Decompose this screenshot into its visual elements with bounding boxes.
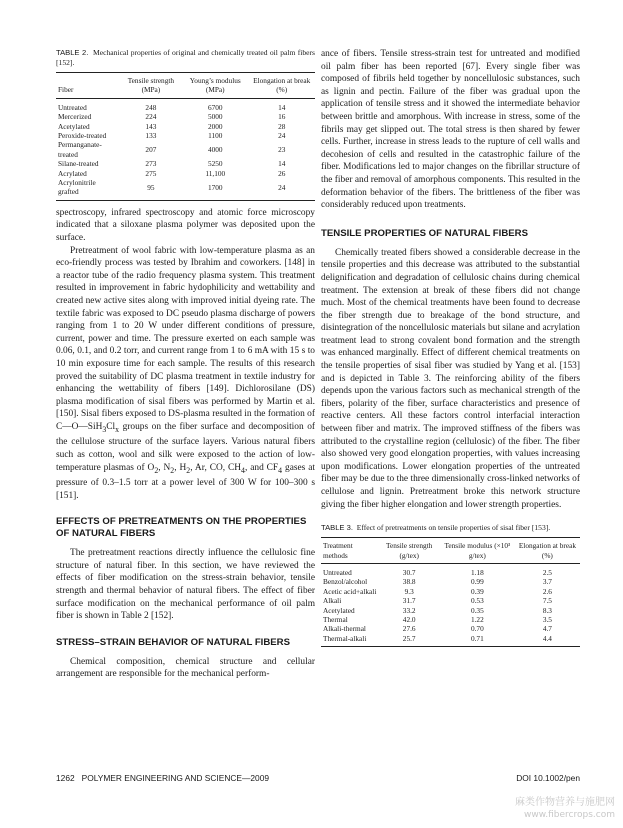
table-cell: 143 (145, 121, 157, 131)
footer-page-info: 1262 POLYMER ENGINEERING AND SCIENCE—2009 (56, 773, 270, 783)
table-cell: Acrylated (58, 168, 87, 178)
table-cell: Acrylonitrile grafted (56, 178, 120, 200)
table-cell: 0.71 (440, 634, 515, 647)
table-cell: 31.7 (402, 596, 416, 606)
footer-doi: DOI 10.1002/pen (516, 773, 580, 783)
table-cell: 248 (145, 102, 157, 112)
table-cell: Acetic acid+alkali (323, 586, 377, 596)
section-heading: TENSILE PROPERTIES OF NATURAL FIBERS (321, 227, 528, 239)
table-cell: 0.35 (470, 605, 484, 615)
table-row (56, 98, 315, 112)
table-cell: 8.3 (542, 605, 552, 615)
table-row (321, 624, 580, 633)
table-cell: Thermal-alkali (321, 634, 378, 647)
table2-caption: TABLE 2. Mechanical properties of original and chemically treated oil palm fibers [152]. (56, 48, 315, 67)
table-cell: 3.7 (542, 577, 552, 587)
section-heading: STRESS–STRAIN BEHAVIOR OF NATURAL FIBERS (56, 636, 290, 648)
table-cell: 224 (145, 112, 157, 122)
table-cell: Benzol/alcohol (323, 577, 368, 587)
table-cell: 0.39 (470, 586, 484, 596)
table-cell: 42.0 (402, 615, 416, 625)
section-heading: EFFECTS OF PRETREATMENTS ON THE PROPERTIES OF NATURAL FIBERS (56, 516, 307, 540)
table-row (56, 169, 315, 178)
table-cell: Acetylated (323, 605, 355, 615)
table3-caption: TABLE 3. Effect of pretreatments on tensile properties of sisal fiber [153]. (321, 523, 551, 533)
table-row (56, 131, 315, 140)
table-cell: 275 (145, 168, 157, 178)
table-cell: 0.53 (470, 596, 484, 606)
table-cell: 95 (120, 178, 182, 200)
table-row (321, 615, 580, 624)
watermark-title: 麻类作物营养与施肥网 (515, 797, 615, 808)
table-row (321, 564, 580, 578)
table-cell: 23 (278, 145, 286, 155)
table-cell: 6700 (207, 102, 223, 112)
watermark-url: www.fibercrops.com (524, 810, 615, 820)
table-cell: Thermal (323, 615, 348, 625)
table-cell: Untreated (58, 102, 87, 112)
table-row (321, 577, 580, 586)
table-row (321, 596, 580, 605)
table2-header: Elongation at break (%) (248, 73, 315, 99)
table-cell: 4.4 (515, 634, 580, 647)
table-cell: 2.5 (542, 568, 552, 577)
table-cell: 14 (278, 102, 286, 112)
table3-header: Tensile strength (g/tex) (378, 538, 439, 564)
table-cell: 24 (248, 178, 315, 200)
table-cell: 2.6 (542, 586, 552, 596)
table2-header: Fiber (56, 73, 120, 99)
table2-header: Young’s modulus (MPa) (182, 73, 248, 99)
table-cell: 1.18 (470, 568, 484, 577)
table-cell: 30.7 (402, 568, 416, 577)
table3-grid (321, 537, 580, 647)
table-cell: 273 (145, 159, 157, 169)
table-cell: 25.7 (378, 634, 439, 647)
paragraph: Chemical composition, chemical structure and cellular arrangement are responsible for the mechanical perform- (56, 656, 315, 680)
table-row (321, 634, 580, 647)
table-cell: 24 (278, 131, 286, 141)
table-cell: 16 (278, 112, 286, 122)
paragraph: Pretreatment of wool fabric with low-temperature plasma as an eco-friendly process was tested by Ibrahim and coworkers. [148] in a reactor tube of the radio frequency plasma system. This treatment resulted in improvement in fabric hydophilicity and wettability and created new active sites along with improved initial dyeing rate. The textile fabric was exposed to DC pseudo plasma discharge of powers ranging from 1 to 20 W under different conditions of pressure, current, power and time. The pressure exerted on each sample was 0.06, 0.1, and 0.2 torr, and current range from 1 to 6 mA with 15 s to 10 min exposure time for each sample. The results of this research proved the suitability of DC plasma treatment in textile industry for enhancing the wettability of fibers [149]. Dichlorosilane (DS) plasma modification of sisal fibers was performed by Martin et al. [150]. Sisal fibers exposed to DS-plasma resulted in the formation of $C—O—SiH_3Cl_x$ groups on the fiber surface and decomposition of the cellulose structure of the surface layers. Various natural fibers such as cotton, wool and silk were exposed to the action of low-temperature plasmas of $O_2$, $N_2$, $H_2$, Ar, CO, $CH_4$, and $CF_4$ gases at pressure of 0.3–1.5 torr at a power level of 300 W for 100–300 s [151]. (56, 245, 315, 501)
table-cell: 0.99 (470, 577, 484, 587)
table-cell: 4000 (207, 145, 223, 155)
table-cell: Mercerized (58, 112, 92, 122)
table-cell: 2000 (207, 121, 223, 131)
table2-grid (56, 72, 315, 201)
table-row (56, 178, 315, 200)
table-cell: 207 (145, 145, 157, 155)
table-cell: 5000 (207, 112, 223, 122)
table-cell: 14 (278, 159, 286, 169)
table-cell: Peroxide-treated (58, 131, 107, 141)
table-row (56, 112, 315, 121)
table-cell: Alkali-thermal (323, 624, 366, 634)
table3-header: Elongation at break (%) (515, 538, 580, 564)
table3-header: Treatment methods (321, 538, 378, 564)
table-cell: 3.5 (542, 615, 552, 625)
table-cell: 5250 (207, 159, 223, 169)
table-cell: 133 (145, 131, 157, 141)
table-cell: 1.22 (470, 615, 484, 625)
table-cell: Untreated (323, 568, 352, 577)
watermark (515, 796, 615, 822)
table3-body (321, 564, 580, 647)
table-row (321, 606, 580, 615)
paragraph: ance of fibers. Tensile stress-strain test for untreated and modified oil palm fiber has been reported [67]. Every single fiber was composed of fibrils held together by noncellulosic substances, such as lignin and pectin. Failure of the fiber was gradual upon the application of tensile stress and it showed the intermediate behavior between brittle and amorphous. With increase in stress, some of the fibrils may get slipped out. The total stress is then shared by fewer cells. Further, increase in stress leads to the rupture of cell walls and decohesion of cells and resulted in the catastrophic failure of the fiber. Modifications led to major changes on the fibrillar structure of the fiber and removal of amorphous components. This resulted in the deformation behavior of the fibers. The brittleness of the fiber was considerably reduced upon treatments. (321, 49, 580, 211)
paragraph: Chemically treated fibers showed a considerable decrease in the tensile properties and this decrease was attributed to the substantial delignification and degradation of cellulosic chains during chemical treatment. The extension at break of these fibers did not change much. Most of the chemical treatments have been found to decrease the fiber strength due to breakage of the bond structure, and disintegration of the noncellulosic materials but silane and acrylation treatment lead to strong covalent bond formation and the strength was enhanced marginally. Effect of different chemical treatments on the tensile properties of sisal fiber was studied by Yang et al. [153] and is depicted in Table 3. The reinforcing ability of the fibers depends upon the various factors such as mechanical strength of the fibers, polarity of the fiber, surface characteristics and presence of reactive centers. All these factors control interfacial interaction between fiber and matrix. The improved stiffness of the fibers was attributed to the crystalline region (cellulosic) of the fiber. The fiber also showed very good elongation properties, with values increasing upon modifications. Lower elongation properties of the untreated fiber may be due to the three dimensionally cross-linked networks of cellulose and lignin. Pretreatment broke this network structure giving the fiber higher elongation and lower strength properties. (321, 247, 580, 510)
paragraph: The pretreatment reactions directly influence the cellulosic fine structure of natural fiber. In this section, we have reviewed the effects of fiber modification on the stress-strain behavior, tensile strength and thermal behavior of natural fibers. The effect of fiber surface modification on the mechanical performance of oil palm fiber is shown in Table 2 [152]. (56, 548, 315, 622)
table-cell: 28 (278, 121, 286, 131)
table-cell: 7.5 (542, 596, 552, 606)
table-cell: Alkali (323, 596, 342, 606)
table-cell: 1700 (182, 178, 248, 200)
table-cell: 11,100 (205, 168, 226, 178)
table-cell: 27.6 (402, 624, 416, 634)
paragraph: spectroscopy, infrared spectroscopy and atomic force microscopy indicated that a siloxane plasma polymer was deposited upon the surface. (56, 207, 315, 244)
table-row (321, 587, 580, 596)
table-cell: 4.7 (542, 624, 552, 634)
table3 (321, 523, 580, 647)
table3-header: Tensile modulus (×10³ g/tex) (440, 538, 515, 564)
table-cell: Acetylated (58, 121, 90, 131)
table-cell: 1100 (208, 131, 223, 141)
table-row (56, 159, 315, 168)
table2-body (56, 98, 315, 200)
table2 (56, 48, 315, 201)
table-cell: 33.2 (402, 605, 416, 615)
table-cell: 0.70 (470, 624, 484, 634)
table-row (56, 140, 315, 159)
table-cell: Silane-treated (58, 159, 99, 169)
table-cell: Permanganate-treated (58, 140, 102, 159)
table-cell: 38.8 (402, 577, 416, 587)
table-cell: 9.3 (404, 586, 414, 596)
table-row (56, 122, 315, 131)
right-column (321, 48, 580, 653)
table-cell: 26 (278, 168, 286, 178)
left-column (56, 48, 315, 681)
table2-header: Tensile strength (MPa) (120, 73, 182, 99)
